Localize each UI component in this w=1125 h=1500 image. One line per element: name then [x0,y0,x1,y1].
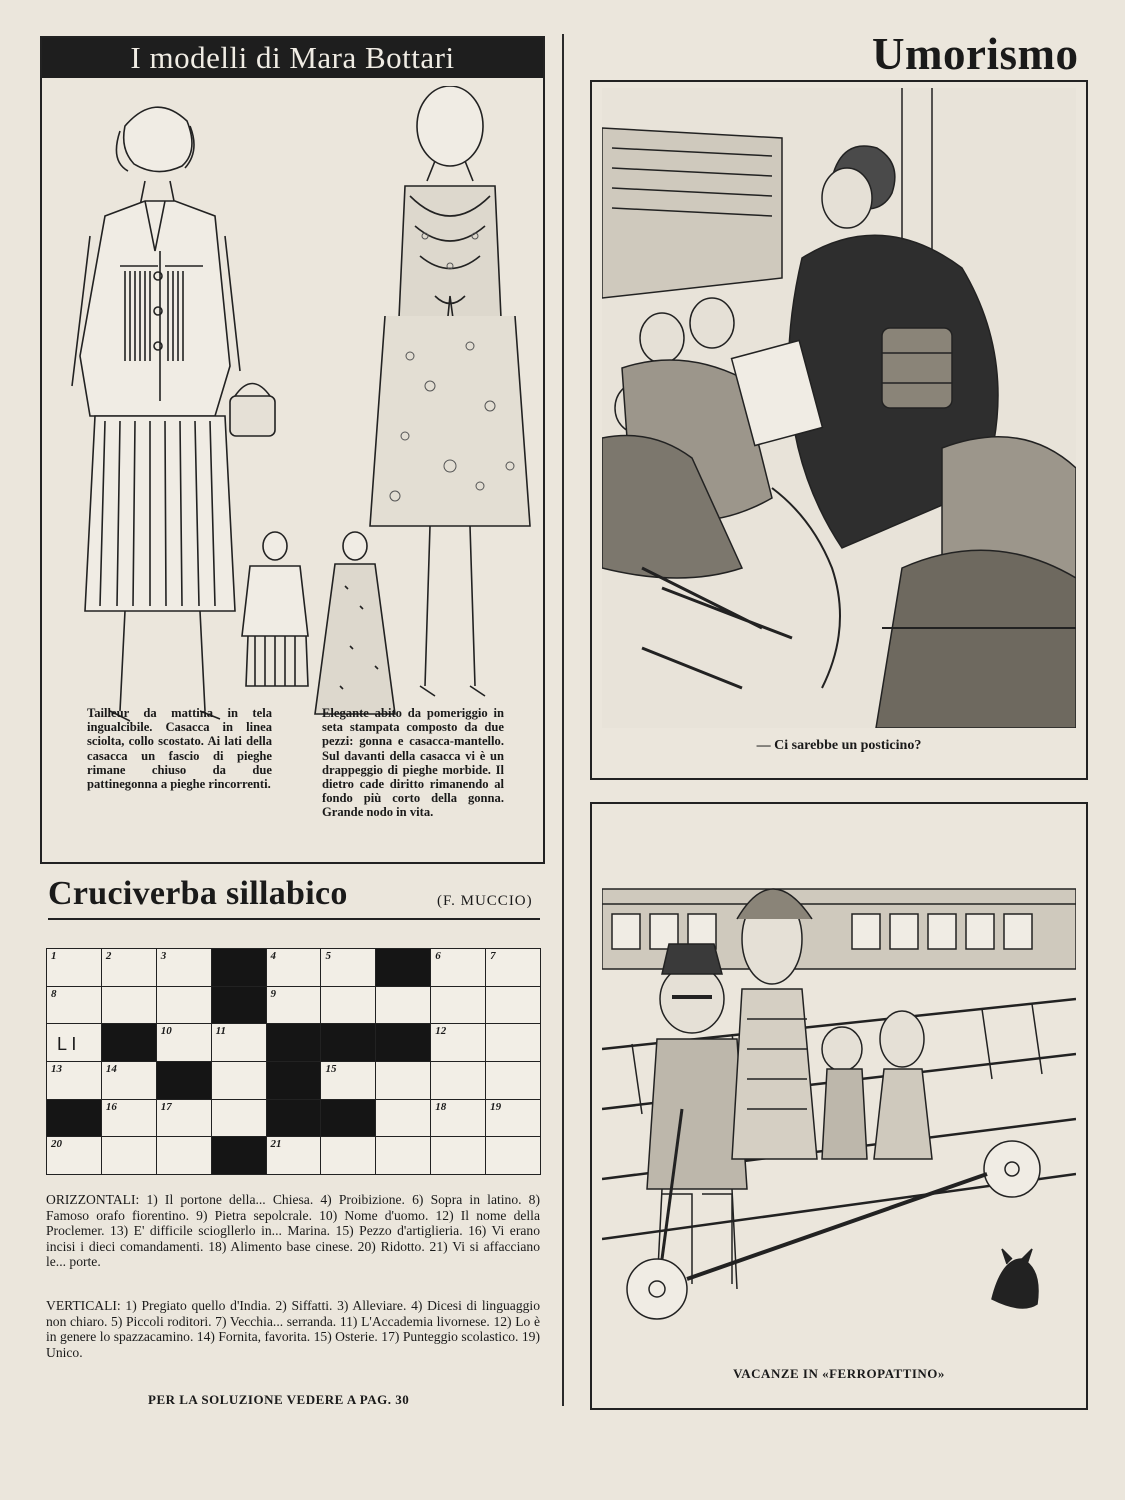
humor-title: Umorismo [872,29,1079,79]
crossword-cell-number: 13 [51,1063,62,1075]
cartoon-train-caption: — Ci sarebbe un posticino? [756,738,922,753]
crossword-cell[interactable] [375,1136,431,1175]
crossword-cell[interactable] [485,1136,541,1175]
crossword-cell-number: 11 [215,1025,227,1038]
crossword-cell[interactable] [46,948,102,987]
crossword-cell-number: 14 [105,1063,117,1075]
crossword-cell-number: 20 [51,1138,62,1151]
cartoon-train-panel [590,80,1088,780]
crossword-cell[interactable] [46,986,102,1025]
crossword-cell-number: 21 [270,1138,282,1151]
crossword-black-cell [101,1023,157,1062]
crossword-cell-number: 6 [435,950,441,962]
crossword-cell-number: 3 [160,950,167,962]
cartoon-ferropattino-caption: VACANZE IN «FERROPATTINO» [733,1366,945,1381]
crossword-black-cell [211,1136,267,1175]
crossword-cell[interactable] [485,1099,541,1138]
crossword-cell[interactable] [156,1136,212,1175]
crossword-grid [46,948,540,1174]
crossword-cell[interactable] [46,1023,102,1062]
crossword-author: (F. MUCCIO) [437,893,533,909]
solution-note: PER LA SOLUZIONE VEDERE A PAG. 30 [148,1392,410,1407]
crossword-cell[interactable] [156,986,212,1025]
crossword-black-cell [320,1099,376,1138]
crossword-title: Cruciverba sillabico [48,875,348,912]
cartoon-ferropattino-panel [590,802,1088,1410]
crossword-cell[interactable] [320,948,376,987]
cartoon-train-compartment [602,88,1076,728]
crossword-cell-number: 15 [325,1063,337,1075]
crossword-cell[interactable] [430,1136,486,1175]
crossword-black-cell [266,1099,322,1138]
crossword-cell[interactable] [375,1099,431,1138]
crossword-cell[interactable] [375,986,431,1025]
crossword-cell[interactable] [485,1023,541,1062]
crossword-cell-number: 17 [160,1100,172,1113]
cartoon-ferropattino [602,879,1076,1349]
caption-abito: Elegante abito da pomeriggio in seta stampata composto da due pezzi: gonna e casacca-mantello. Sul davanti della casacca vi è un drappeggio di pieghe morbide. Il dietro cade diritto rimanendo al fondo più corto della gonna. Grande nodo in vita. [322,706,504,820]
crossword-cell-number: 19 [490,1100,502,1113]
fashion-title: I modelli di Mara Bottari [42,38,543,78]
crossword-cell-number: 1 [51,950,57,962]
crossword-cell-number: 2 [105,950,112,962]
clues-horizontal: ORIZZONTALI: 1) Il portone della... Chiesa. 4) Proibizione. 6) Sopra in latino. 8) Famoso orafo fiorentino. 9) Pietra sepolcrale. 10) Nome d'uomo. 12) Il nome della Proclemer. 13) E' difficile sciogllerlo in... Marina. 15) Pezzo d'artiglieria. 16) Vi erano incisi i dieci comandamenti. 18) Alimento base cinese. 20) Ridotto. 21) Vi si affacciano le... porte. [46,1192,540,1270]
crossword-black-cell [211,948,267,987]
crossword-cell-letters: L I [57,1034,77,1055]
crossword-cell[interactable] [101,948,157,987]
crossword-cell[interactable] [156,1023,212,1062]
crossword-rule [48,918,540,920]
crossword-cell[interactable] [485,1061,541,1100]
crossword-cell[interactable] [320,1061,376,1100]
crossword-cell[interactable] [430,948,486,987]
crossword-cell[interactable] [430,986,486,1025]
crossword-cell[interactable] [101,1136,157,1175]
crossword-cell[interactable] [430,1099,486,1138]
crossword-cell[interactable] [430,1023,486,1062]
crossword-black-cell [266,1023,322,1062]
crossword-black-cell [156,1061,212,1100]
crossword-cell[interactable] [46,1061,102,1100]
crossword-cell-number: 12 [435,1025,447,1038]
crossword-cell-number: 4 [270,950,277,962]
crossword-cell-number: 5 [325,950,331,962]
crossword-cell[interactable] [211,1061,267,1100]
crossword-black-cell [211,986,267,1025]
crossword-cell[interactable] [430,1061,486,1100]
fashion-panel [40,36,545,864]
crossword-cell-number: 10 [160,1025,172,1038]
crossword-black-cell [375,948,431,987]
crossword-cell-number: 8 [51,987,57,1000]
crossword-cell-number: 7 [490,950,496,962]
crossword-cell-number: 18 [435,1100,447,1113]
crossword-cell[interactable] [156,948,212,987]
fashion-illustration [50,86,535,738]
crossword-black-cell [266,1061,322,1100]
crossword-cell[interactable] [485,986,541,1025]
crossword-cell[interactable] [211,1099,267,1138]
crossword-cell-number: 16 [105,1100,117,1113]
crossword-cell[interactable] [320,986,376,1025]
crossword-cell[interactable] [266,1136,322,1175]
crossword-black-cell [375,1023,431,1062]
caption-tailleur: Tailleur da mattina in tela ingualcibile. Casacca in linea sciolta, collo scostato. Ai lati della casacca un fascio di pieghe rimane chiuso da due pattinegonna a pieghe rincorrenti. [87,706,272,792]
crossword-cell-number: 9 [270,987,277,1000]
crossword-black-cell [46,1099,102,1138]
crossword-cell[interactable] [46,1136,102,1175]
clues-vertical: VERTICALI: 1) Pregiato quello d'India. 2) Siffatti. 3) Alleviare. 4) Dicesi di linguaggio non chiaro. 5) Piccoli roditori. 7) Vecchia... serranda. 11) L'Accademia livornese. 12) Lo è in genere lo spazzacamino. 14) Fornita, favorita. 15) Osterie. 17) Punteggio scolastico. 19) Unico. [46,1298,540,1360]
column-divider [562,34,564,1406]
crossword-cell[interactable] [485,948,541,987]
crossword-cell[interactable] [266,986,322,1025]
crossword-cell[interactable] [266,948,322,987]
crossword-cell[interactable] [101,1099,157,1138]
crossword-cell[interactable] [320,1136,376,1175]
crossword-black-cell [320,1023,376,1062]
crossword-cell[interactable] [375,1061,431,1100]
crossword-cell[interactable] [101,1061,157,1100]
crossword-cell[interactable] [101,986,157,1025]
crossword-cell[interactable] [211,1023,267,1062]
crossword-cell[interactable] [156,1099,212,1138]
